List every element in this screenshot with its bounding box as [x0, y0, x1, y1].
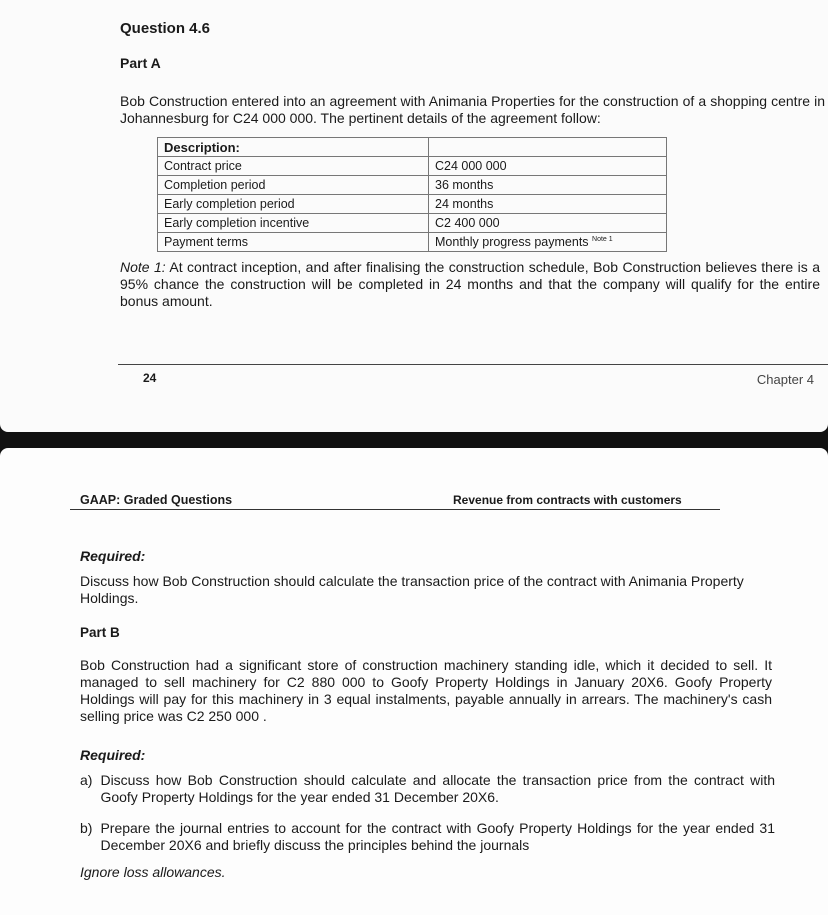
row-value: 36 months [429, 176, 667, 195]
row-label: Early completion incentive [158, 214, 429, 233]
row-value: 24 months [429, 195, 667, 214]
header-left: GAAP: Graded Questions [80, 493, 233, 507]
row-label: Completion period [158, 176, 429, 195]
page-number: 24 [143, 371, 157, 385]
question-title: Question 4.6 [120, 20, 211, 37]
agreement-table [157, 137, 667, 252]
part-b-paragraph: Bob Construction had a significant store of construction machinery standing idle, which it decided to sell. It managed to sell machinery for C2 880 000 to Goofy Property Holdings in January 20X6. Goofy Property Holdings will pay for this machinery in 3 equal instalments, payable annually in arrears. The machinery's cash selling price was C2 250 000 . [80, 657, 772, 724]
intro-paragraph: Bob Construction entered into an agreement with Animania Properties for the construction of a shopping centre in Johannesburg for C24 000 000. The pertinent details of the agreement follow: [120, 93, 825, 126]
part-b-heading: Part B [80, 625, 120, 640]
required-heading: Required: [80, 747, 146, 763]
table-header: Description: [158, 138, 429, 157]
item-marker: b) [80, 820, 93, 836]
row-value: Monthly progress payments [435, 235, 589, 249]
footer-note: Ignore loss allowances. [80, 864, 226, 880]
page-top [0, 0, 828, 432]
row-value: C24 000 000 [429, 157, 667, 176]
table-row [158, 195, 667, 214]
chapter-label: Chapter 4 [756, 372, 814, 387]
row-label: Payment terms [158, 233, 429, 252]
required-heading: Required: [80, 548, 146, 564]
row-value: C2 400 000 [429, 214, 667, 233]
note-text: At contract inception, and after finalising the construction schedule, Bob Construction believes there is a 95% chance the construction will be completed in 24 months and that the company will qualify for the entire bonus amount. [120, 259, 820, 309]
header-rule [70, 509, 720, 510]
table-row [158, 176, 667, 195]
list-item [80, 772, 775, 806]
required-a-text: Discuss how Bob Construction should calculate the transaction price of the contract with Animania Property Holdings. [80, 573, 744, 606]
note-label: Note 1: [120, 259, 166, 275]
table-row [158, 157, 667, 176]
part-a-heading: Part A [120, 55, 161, 71]
row-label: Early completion period [158, 195, 429, 214]
row-label: Contract price [158, 157, 429, 176]
table-row [158, 214, 667, 233]
list-item [80, 820, 775, 854]
footer-rule [118, 364, 828, 365]
page-bottom [0, 448, 828, 915]
note-ref: Note 1 [592, 235, 613, 243]
header-right: Revenue from contracts with customers [453, 493, 682, 507]
note-paragraph [120, 259, 820, 310]
item-marker: a) [80, 772, 93, 788]
table-row [158, 233, 667, 252]
item-text: Discuss how Bob Construction should calculate and allocate the transaction price from the contract with Goofy Property Holdings for the year ended 31 December 20X6. [100, 772, 775, 805]
item-text: Prepare the journal entries to account for the contract with Goofy Property Holdings for the year ended 31 December 20X6 and briefly discuss the principles behind the journals [100, 820, 775, 853]
